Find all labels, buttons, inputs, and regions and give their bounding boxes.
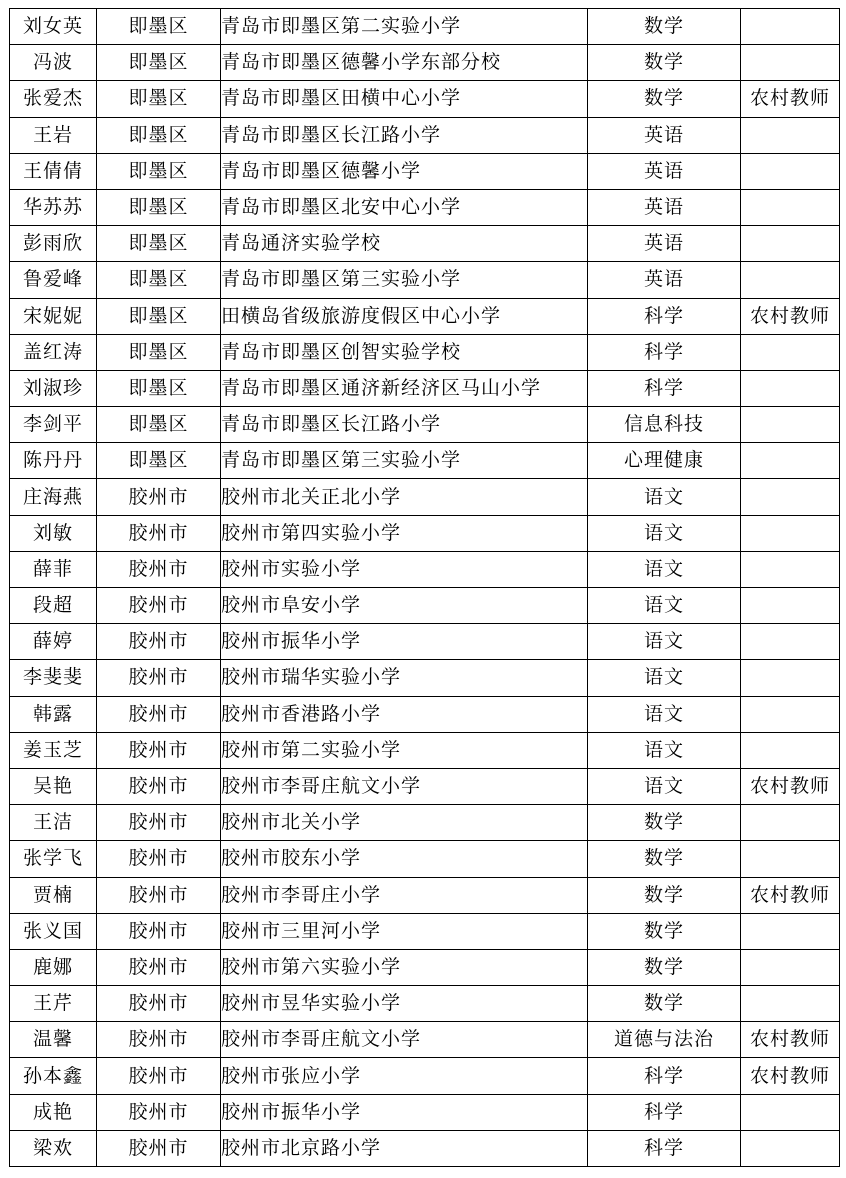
school-cell: 胶州市瑞华实验小学 — [221, 660, 588, 696]
note-cell — [741, 551, 840, 587]
teacher-name-cell: 彭雨欣 — [10, 226, 97, 262]
subject-cell: 语文 — [588, 624, 741, 660]
note-cell — [741, 660, 840, 696]
note-cell — [741, 443, 840, 479]
subject-cell: 英语 — [588, 153, 741, 189]
table-row — [10, 551, 840, 587]
teacher-name-cell: 孙本鑫 — [10, 1058, 97, 1094]
district-cell: 即墨区 — [97, 443, 221, 479]
district-cell: 胶州市 — [97, 1094, 221, 1130]
teacher-name-cell: 刘敏 — [10, 515, 97, 551]
school-cell: 胶州市第二实验小学 — [221, 732, 588, 768]
school-cell: 胶州市李哥庄航文小学 — [221, 1022, 588, 1058]
table-row — [10, 153, 840, 189]
subject-cell: 语文 — [588, 660, 741, 696]
note-cell — [741, 45, 840, 81]
district-cell: 即墨区 — [97, 226, 221, 262]
teacher-name-cell: 段超 — [10, 588, 97, 624]
district-cell: 胶州市 — [97, 588, 221, 624]
district-cell: 胶州市 — [97, 841, 221, 877]
school-cell: 青岛市即墨区第三实验小学 — [221, 262, 588, 298]
district-cell: 胶州市 — [97, 515, 221, 551]
subject-cell: 科学 — [588, 334, 741, 370]
teacher-name-cell: 张学飞 — [10, 841, 97, 877]
subject-cell: 英语 — [588, 117, 741, 153]
district-cell: 胶州市 — [97, 986, 221, 1022]
table-row — [10, 334, 840, 370]
subject-cell: 英语 — [588, 262, 741, 298]
table-row — [10, 805, 840, 841]
table-row — [10, 45, 840, 81]
table-row — [10, 732, 840, 768]
district-cell: 即墨区 — [97, 189, 221, 225]
teacher-name-cell: 李斐斐 — [10, 660, 97, 696]
subject-cell: 科学 — [588, 1130, 741, 1166]
teacher-name-cell: 冯波 — [10, 45, 97, 81]
note-cell — [741, 515, 840, 551]
district-cell: 胶州市 — [97, 877, 221, 913]
table-row — [10, 624, 840, 660]
district-cell: 即墨区 — [97, 370, 221, 406]
note-cell: 农村教师 — [741, 298, 840, 334]
school-cell: 胶州市振华小学 — [221, 1094, 588, 1130]
note-cell — [741, 153, 840, 189]
teacher-name-cell: 王洁 — [10, 805, 97, 841]
district-cell: 胶州市 — [97, 660, 221, 696]
teacher-name-cell: 薛婷 — [10, 624, 97, 660]
table-row — [10, 696, 840, 732]
school-cell: 胶州市李哥庄航文小学 — [221, 768, 588, 804]
subject-cell: 数学 — [588, 949, 741, 985]
district-cell: 即墨区 — [97, 407, 221, 443]
teacher-name-cell: 韩露 — [10, 696, 97, 732]
subject-cell: 语文 — [588, 768, 741, 804]
school-cell: 胶州市北关正北小学 — [221, 479, 588, 515]
table-row — [10, 588, 840, 624]
table-row — [10, 117, 840, 153]
school-cell: 胶州市实验小学 — [221, 551, 588, 587]
note-cell — [741, 913, 840, 949]
school-cell: 青岛市即墨区德馨小学东部分校 — [221, 45, 588, 81]
district-cell: 胶州市 — [97, 949, 221, 985]
subject-cell: 数学 — [588, 45, 741, 81]
table-row — [10, 189, 840, 225]
table-row — [10, 913, 840, 949]
school-cell: 胶州市李哥庄小学 — [221, 877, 588, 913]
subject-cell: 科学 — [588, 1058, 741, 1094]
school-cell: 青岛市即墨区长江路小学 — [221, 407, 588, 443]
note-cell — [741, 334, 840, 370]
teacher-name-cell: 华苏苏 — [10, 189, 97, 225]
district-cell: 即墨区 — [97, 298, 221, 334]
teacher-name-cell: 庄海燕 — [10, 479, 97, 515]
teacher-name-cell: 梁欢 — [10, 1130, 97, 1166]
teacher-name-cell: 王芹 — [10, 986, 97, 1022]
note-cell — [741, 696, 840, 732]
note-cell — [741, 986, 840, 1022]
note-cell — [741, 732, 840, 768]
subject-cell: 英语 — [588, 189, 741, 225]
teacher-name-cell: 王岩 — [10, 117, 97, 153]
note-cell — [741, 262, 840, 298]
table-row — [10, 515, 840, 551]
district-cell: 胶州市 — [97, 551, 221, 587]
subject-cell: 科学 — [588, 1094, 741, 1130]
roster-body — [10, 9, 840, 1167]
note-cell — [741, 841, 840, 877]
note-cell — [741, 805, 840, 841]
table-row — [10, 370, 840, 406]
table-row — [10, 81, 840, 117]
district-cell: 即墨区 — [97, 334, 221, 370]
school-cell: 胶州市三里河小学 — [221, 913, 588, 949]
school-cell: 胶州市北京路小学 — [221, 1130, 588, 1166]
district-cell: 即墨区 — [97, 45, 221, 81]
school-cell: 胶州市第四实验小学 — [221, 515, 588, 551]
teacher-name-cell: 张义国 — [10, 913, 97, 949]
district-cell: 即墨区 — [97, 117, 221, 153]
note-cell — [741, 479, 840, 515]
table-row — [10, 407, 840, 443]
teacher-name-cell: 张爱杰 — [10, 81, 97, 117]
note-cell — [741, 370, 840, 406]
teacher-name-cell: 王倩倩 — [10, 153, 97, 189]
district-cell: 胶州市 — [97, 1058, 221, 1094]
table-row — [10, 9, 840, 45]
district-cell: 即墨区 — [97, 262, 221, 298]
subject-cell: 语文 — [588, 696, 741, 732]
subject-cell: 数学 — [588, 81, 741, 117]
school-cell: 胶州市胶东小学 — [221, 841, 588, 877]
note-cell — [741, 9, 840, 45]
school-cell: 青岛通济实验学校 — [221, 226, 588, 262]
subject-cell: 道德与法治 — [588, 1022, 741, 1058]
table-row — [10, 986, 840, 1022]
table-row — [10, 768, 840, 804]
district-cell: 胶州市 — [97, 624, 221, 660]
district-cell: 胶州市 — [97, 1022, 221, 1058]
teacher-name-cell: 鲁爱峰 — [10, 262, 97, 298]
table-row — [10, 1094, 840, 1130]
note-cell — [741, 1130, 840, 1166]
table-row — [10, 1058, 840, 1094]
school-cell: 青岛市即墨区田横中心小学 — [221, 81, 588, 117]
subject-cell: 语文 — [588, 515, 741, 551]
teacher-name-cell: 宋妮妮 — [10, 298, 97, 334]
school-cell: 青岛市即墨区第三实验小学 — [221, 443, 588, 479]
note-cell: 农村教师 — [741, 1058, 840, 1094]
subject-cell: 语文 — [588, 551, 741, 587]
table-row — [10, 298, 840, 334]
teacher-roster-table — [9, 8, 840, 1167]
note-cell — [741, 117, 840, 153]
note-cell — [741, 407, 840, 443]
district-cell: 即墨区 — [97, 153, 221, 189]
table-row — [10, 877, 840, 913]
subject-cell: 数学 — [588, 841, 741, 877]
school-cell: 青岛市即墨区北安中心小学 — [221, 189, 588, 225]
note-cell — [741, 189, 840, 225]
table-row — [10, 226, 840, 262]
teacher-name-cell: 薛菲 — [10, 551, 97, 587]
district-cell: 即墨区 — [97, 81, 221, 117]
table-row — [10, 479, 840, 515]
school-cell: 胶州市第六实验小学 — [221, 949, 588, 985]
subject-cell: 语文 — [588, 732, 741, 768]
subject-cell: 数学 — [588, 986, 741, 1022]
table-row — [10, 1130, 840, 1166]
school-cell: 青岛市即墨区第二实验小学 — [221, 9, 588, 45]
table-row — [10, 660, 840, 696]
subject-cell: 心理健康 — [588, 443, 741, 479]
note-cell — [741, 588, 840, 624]
district-cell: 胶州市 — [97, 1130, 221, 1166]
subject-cell: 数学 — [588, 877, 741, 913]
school-cell: 胶州市张应小学 — [221, 1058, 588, 1094]
note-cell: 农村教师 — [741, 768, 840, 804]
subject-cell: 信息科技 — [588, 407, 741, 443]
teacher-name-cell: 刘女英 — [10, 9, 97, 45]
district-cell: 胶州市 — [97, 913, 221, 949]
subject-cell: 语文 — [588, 479, 741, 515]
note-cell: 农村教师 — [741, 877, 840, 913]
note-cell: 农村教师 — [741, 81, 840, 117]
teacher-name-cell: 盖红涛 — [10, 334, 97, 370]
note-cell — [741, 949, 840, 985]
teacher-name-cell: 李剑平 — [10, 407, 97, 443]
school-cell: 胶州市香港路小学 — [221, 696, 588, 732]
subject-cell: 科学 — [588, 298, 741, 334]
district-cell: 胶州市 — [97, 805, 221, 841]
note-cell: 农村教师 — [741, 1022, 840, 1058]
school-cell: 青岛市即墨区创智实验学校 — [221, 334, 588, 370]
subject-cell: 科学 — [588, 370, 741, 406]
table-row — [10, 949, 840, 985]
district-cell: 胶州市 — [97, 768, 221, 804]
teacher-name-cell: 姜玉芝 — [10, 732, 97, 768]
note-cell — [741, 1094, 840, 1130]
teacher-name-cell: 刘淑珍 — [10, 370, 97, 406]
table-row — [10, 262, 840, 298]
district-cell: 即墨区 — [97, 9, 221, 45]
table-row — [10, 443, 840, 479]
teacher-name-cell: 贾楠 — [10, 877, 97, 913]
note-cell — [741, 226, 840, 262]
school-cell: 青岛市即墨区通济新经济区马山小学 — [221, 370, 588, 406]
school-cell: 胶州市北关小学 — [221, 805, 588, 841]
subject-cell: 英语 — [588, 226, 741, 262]
school-cell: 胶州市昱华实验小学 — [221, 986, 588, 1022]
table-row — [10, 841, 840, 877]
school-cell: 胶州市振华小学 — [221, 624, 588, 660]
note-cell — [741, 624, 840, 660]
teacher-name-cell: 鹿娜 — [10, 949, 97, 985]
subject-cell: 语文 — [588, 588, 741, 624]
district-cell: 胶州市 — [97, 732, 221, 768]
district-cell: 胶州市 — [97, 479, 221, 515]
table-row — [10, 1022, 840, 1058]
teacher-name-cell: 陈丹丹 — [10, 443, 97, 479]
school-cell: 青岛市即墨区长江路小学 — [221, 117, 588, 153]
subject-cell: 数学 — [588, 9, 741, 45]
subject-cell: 数学 — [588, 805, 741, 841]
district-cell: 胶州市 — [97, 696, 221, 732]
teacher-name-cell: 温馨 — [10, 1022, 97, 1058]
subject-cell: 数学 — [588, 913, 741, 949]
school-cell: 青岛市即墨区德馨小学 — [221, 153, 588, 189]
school-cell: 胶州市阜安小学 — [221, 588, 588, 624]
school-cell: 田横岛省级旅游度假区中心小学 — [221, 298, 588, 334]
teacher-name-cell: 吴艳 — [10, 768, 97, 804]
teacher-name-cell: 成艳 — [10, 1094, 97, 1130]
